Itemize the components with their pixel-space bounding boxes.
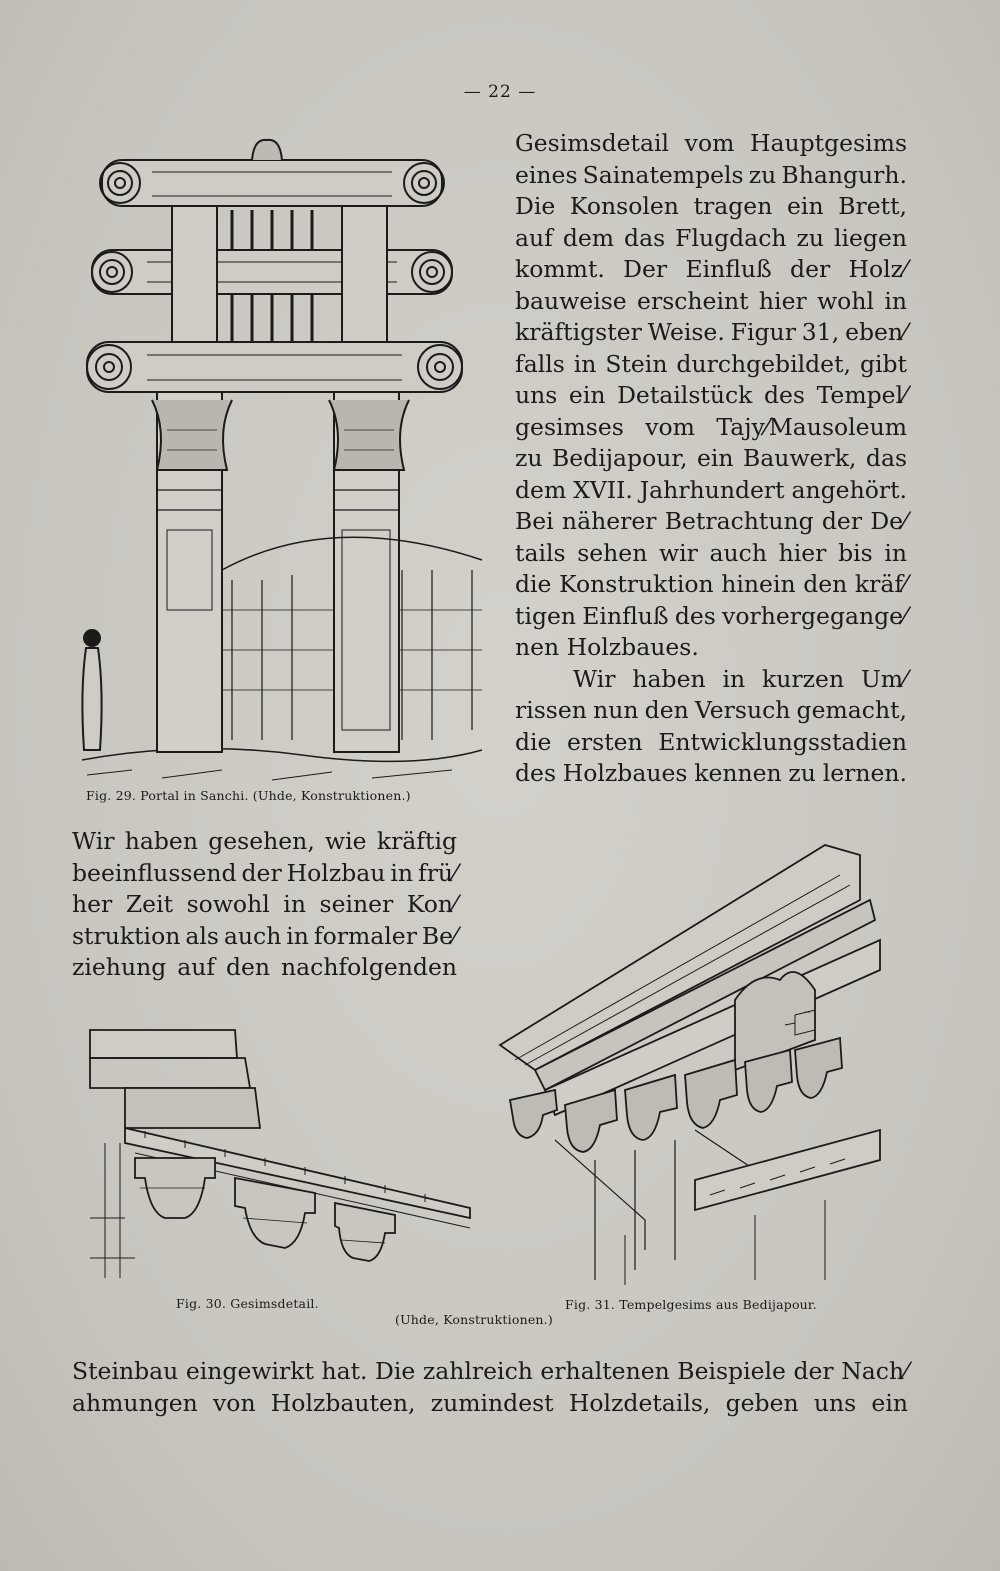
text-line: falls in Stein durchgebildet, gibt <box>515 349 907 378</box>
text-line: tigen Einfluß des vorhergegange⁄ <box>515 601 908 630</box>
text-line: Steinbau eingewirkt hat. Die zahlreich erhaltenen Beispiele der Nach⁄ <box>72 1357 909 1385</box>
text-line: struktion als auch in formaler Be⁄ <box>72 921 458 950</box>
text-line: eines Sainatempels zu Bhangurh. <box>515 160 907 189</box>
figure-31-tempelgesims <box>495 840 890 1285</box>
text-line: Gesimsdetail vom Hauptgesims <box>515 129 907 157</box>
text-line: die Konstruktion hinein den kräf⁄ <box>515 570 908 598</box>
text-line: Wir haben gesehen, wie kräftig <box>72 827 458 855</box>
text-line: tails sehen wir auch hier bis in <box>515 538 907 567</box>
page-number: — 22 — <box>463 82 537 102</box>
text-line: beeinflussend der Holzbau in frü⁄ <box>72 858 457 887</box>
figure-29-portal-sanchi <box>72 130 492 790</box>
text-line: des Holzbaues kennen zu lernen. <box>515 759 907 787</box>
caption-source: (Uhde, Konstruktionen.) <box>395 1312 553 1327</box>
text-line: bauweise erscheint hier wohl in <box>515 286 907 315</box>
caption-fig-31: Fig. 31. Tempelgesims aus Bedijapour. <box>565 1297 817 1312</box>
text-line: auf dem das Flugdach zu liegen <box>515 223 907 252</box>
text-line: dem XVII. Jahrhundert angehört. <box>515 475 907 504</box>
text-line: kommt. Der Einfluß der Holz⁄ <box>515 255 907 283</box>
text-line: die ersten Entwicklungsstadien <box>515 727 907 756</box>
caption-fig-29: Fig. 29. Portal in Sanchi. (Uhde, Konstruktionen.) <box>86 788 411 803</box>
text-line: uns ein Detailstück des Tempel⁄ <box>515 381 908 409</box>
text-line: zu Bedijapour, ein Bauwerk, das <box>515 444 908 472</box>
text-line: Bei näherer Betrachtung der De⁄ <box>515 507 907 535</box>
text-line: rissen nun den Versuch gemacht, <box>515 696 907 724</box>
text-line: Die Konsolen tragen ein Brett, <box>515 192 908 220</box>
text-line: Wir haben in kurzen Um⁄ <box>573 664 907 693</box>
caption-fig-30: Fig. 30. Gesimsdetail. <box>176 1296 319 1311</box>
text-line: gesimses vom Tajy⁄Mausoleum <box>515 412 907 441</box>
text-line: kräftigster Weise. Figur 31, eben⁄ <box>515 318 907 346</box>
bottom-text <box>72 1356 908 1419</box>
right-column-text <box>515 128 907 790</box>
text-line: her Zeit sowohl in seiner Kon⁄ <box>72 890 457 918</box>
text-line: ziehung auf den nachfolgenden <box>72 953 457 981</box>
figure-30-gesimsdetail <box>85 1018 480 1288</box>
left-column-text <box>72 826 457 984</box>
text-line: nen Holzbaues. <box>515 633 699 661</box>
text-line: ahmungen von Holzbauten, zumindest Holzdetails, geben uns ein <box>72 1388 908 1417</box>
